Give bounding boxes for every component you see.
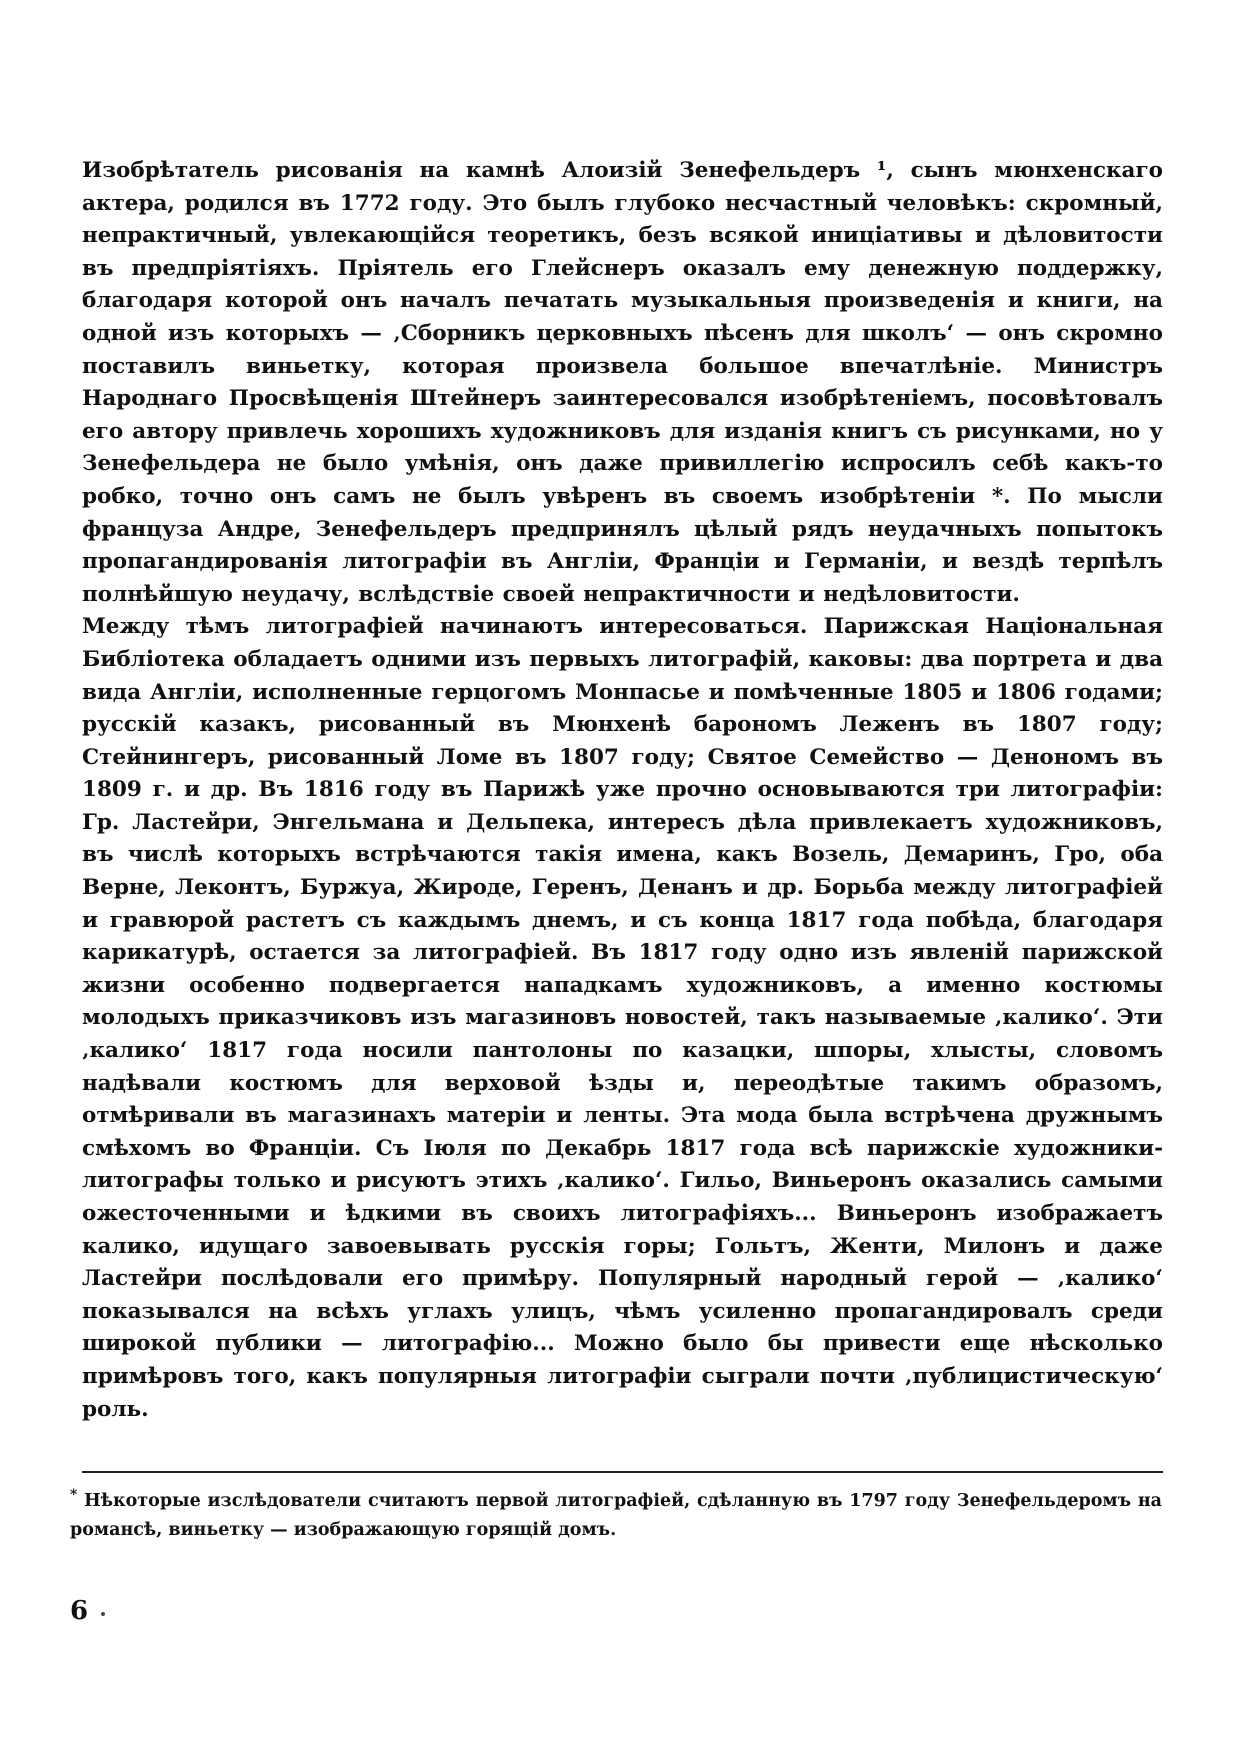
main-text <box>82 155 1163 1426</box>
paragraph-lithography-france: Между тѣмъ литографіей начинаютъ интересоваться. Парижская Національная Библіотека обладаетъ одними изъ первыхъ литографій, каковы: два портрета и два вида Англіи, исполненные герцогомъ Монпасье и помѣченные 1805 и 1806 годами; русскій казакъ, рисованный въ Мюнхенѣ барономъ Леженъ въ 1807 году; Стейнингеръ, рисованный Ломе въ 1807 году; Святое Семейство — Денономъ въ 1809 г. и др. Въ 1816 году въ Парижѣ уже прочно основываются три литографіи: Гр. Ластейри, Энгельмана и Дельпека, интересъ дѣла привлекаетъ художниковъ, въ числѣ которыхъ встрѣчаются такія имена, какъ Возель, Демаринъ, Гро, оба Верне, Леконтъ, Буржуа, Жироде, Геренъ, Денанъ и др. Борьба между литографіей и гравюрой растетъ съ каждымъ днемъ, и съ конца 1817 года побѣда, благодаря карикатурѣ, остается за литографіей. Въ 1817 году одно изъ явленій парижской жизни особенно подвергается нападкамъ художниковъ, а именно костюмы молодыхъ приказчиковъ изъ магазиновъ новостей, такъ называемые ‚калико‘. Эти ‚калико‘ 1817 года носили пантолоны по казацки, шпоры, хлысты, словомъ надѣвали костюмъ для верховой ѣзды и, переодѣтые такимъ образомъ, отмѣривали въ магазинахъ матеріи и ленты. Эта мода была встрѣчена дружнымъ смѣхомъ во Франціи. Съ Іюля по Декабрь 1817 года всѣ парижскіе художники-литографы только и рисуютъ этихъ ‚калико‘. Гильо, Виньеронъ оказались самыми ожесточенными и ѣдкими въ своихъ литографіяхъ... Виньеронъ изображаетъ калико, идущаго завоевывать русскія горы; Гольтъ, Женти, Милонъ и даже Ластейри послѣдовали его примѣру. Популярный народный герой — ‚калико‘ показывался на всѣхъ углахъ улицъ, чѣмъ усиленно пропагандировалъ среди широкой публики — литографію... Можно было бы привести еще нѣсколько примѣровъ того, какъ популярныя литографіи сыграли почти ‚публицистическую‘ роль. <box>82 614 1163 1422</box>
paragraph-senefelder: Изобрѣтатель рисованія на камнѣ Алоизій Зенефельдеръ ¹, сынъ мюнхенскаго актера, родился въ 1772 году. Это былъ глубоко несчастный человѣкъ: скромный, непрактичный, увлекающійся теоретикъ, безъ всякой иниціативы и дѣловитости въ предпріятіяхъ. Пріятель его Глейснеръ оказалъ ему денежную поддержку, благодаря которой онъ началъ печатать музыкальныя произведенія и книги, на одной изъ которыхъ — ‚Сборникъ церковныхъ пѣсенъ для школъ‘ — онъ скромно поставилъ виньетку, которая произвела большое впечатлѣніе. Министръ Народнаго Просвѣщенія Штейнеръ заинтересовался изобрѣтеніемъ, посовѣтовалъ его автору привлечь хорошихъ художниковъ для изданія книгъ съ рисунками, но у Зенефельдера не было умѣнія, онъ даже привиллегію испросилъ себѣ какъ-то робко, точно онъ самъ не былъ увѣренъ въ своемъ изобрѣтеніи *. По мысли француза Андре, Зенефельдеръ предпринялъ цѣлый рядъ неудачныхъ попытокъ пропагандированія литографіи въ Англіи, Франціи и Германіи, и вездѣ терпѣлъ полнѣйшую неудачу, вслѣдствіе своей непрактичности и недѣловитости. <box>82 158 1163 607</box>
footnote-text: Нѣкоторые изслѣдователи считаютъ первой литографіей, сдѣланную въ 1797 году Зенефельдеромъ на романсѣ, виньетку — изображающую горящій домъ. <box>70 1491 1162 1540</box>
page-number: 6 <box>70 1596 89 1626</box>
page-number-dot <box>101 1612 105 1616</box>
footnote-mark: * <box>70 1487 78 1504</box>
footnote-separator <box>82 1471 1163 1473</box>
footnote <box>70 1487 1162 1545</box>
